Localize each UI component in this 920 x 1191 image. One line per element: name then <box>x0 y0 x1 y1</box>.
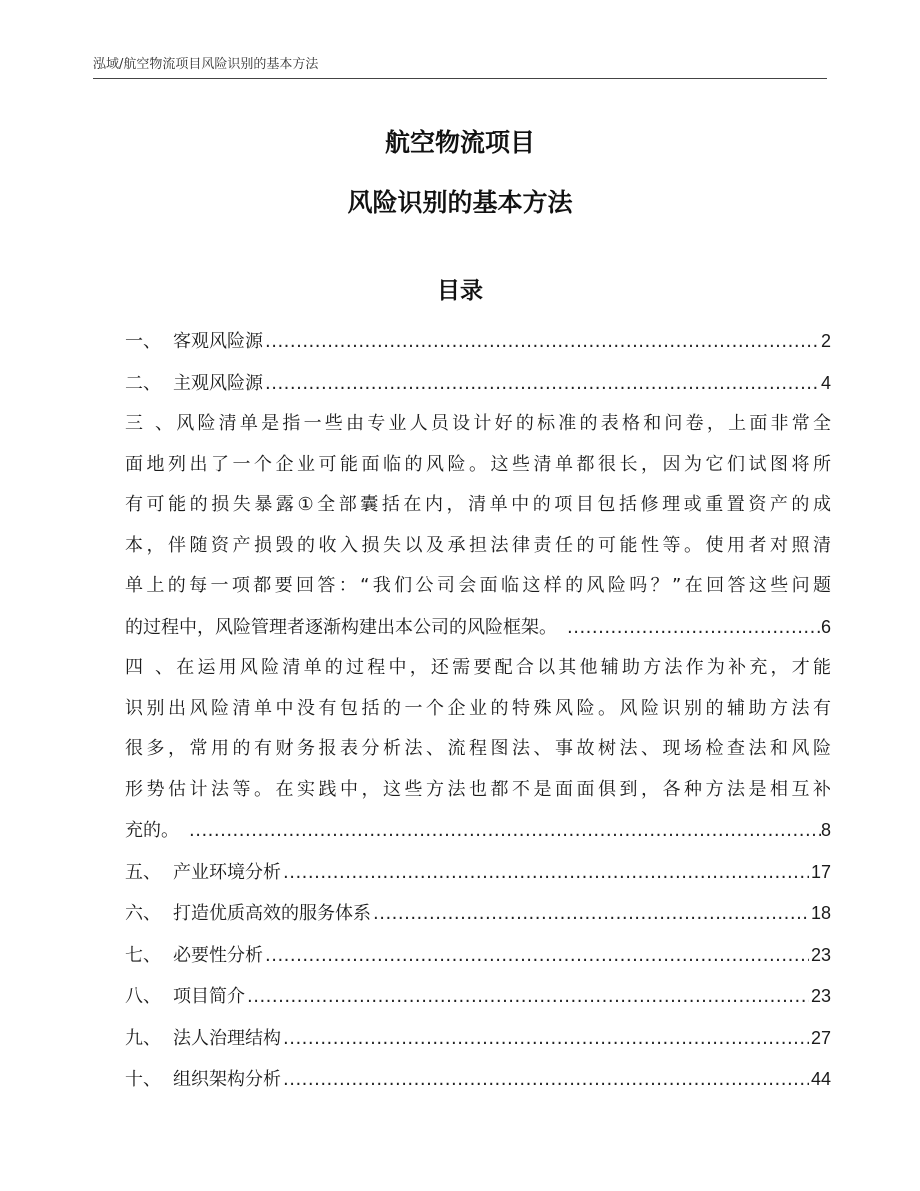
toc-entry-line: 单上的每一项都要回答：“我们公司会面临这样的风险吗？”在回答这些问题 <box>125 575 831 596</box>
dot-leader <box>189 811 821 852</box>
toc-entry-number: 八、 <box>125 986 161 1007</box>
toc-entry-label: 六、 打造优质高效的服务体系 <box>125 894 371 935</box>
toc-entry-number: 五、 <box>125 861 161 883</box>
table-of-contents <box>125 321 831 1101</box>
toc-entry[interactable] <box>125 1018 831 1060</box>
toc-page-number: 6 <box>820 616 831 637</box>
toc-entry-number: 三、 <box>125 413 173 434</box>
toc-entry-line: 的过程中，风险管理者逐渐构建出本公司的风险框架。 ..... 6 <box>125 607 831 649</box>
toc-entry[interactable] <box>125 976 831 1018</box>
toc-entry-number: 七、 <box>125 944 161 966</box>
toc-entry-number: 九、 <box>125 1027 161 1049</box>
toc-entry-number: 四、 <box>125 657 173 678</box>
toc-page-number: 8 <box>820 820 831 840</box>
toc-page-number: 23 <box>810 944 831 965</box>
toc-page-number: 23 <box>810 986 831 1006</box>
dot-leader <box>283 1060 809 1101</box>
toc-entry-line: 很多，常用的有财务报表分析法、流程图法、事故树法、现场检查法和风险 <box>125 738 831 759</box>
toc-entry-line: 充的。 ..... 8 <box>125 810 831 852</box>
toc-page-number: 17 <box>810 861 831 882</box>
toc-page-number: 4 <box>820 372 831 393</box>
toc-entry-multiline[interactable] <box>125 648 831 852</box>
toc-entry-number: 六、 <box>125 903 161 924</box>
document-title-line2: 风险识别的基本方法 <box>347 188 573 217</box>
toc-entry-line: 有可能的损失暴露①全部囊括在内，清单中的项目包括修理或重置资产的成 <box>125 494 831 515</box>
toc-entry[interactable] <box>125 893 831 935</box>
dot-leader <box>373 894 809 935</box>
header-divider <box>93 78 827 79</box>
toc-entry[interactable] <box>125 935 831 977</box>
document-title-line1: 航空物流项目 <box>384 128 535 157</box>
toc-entry-label: 九、 法人治理结构 <box>125 1019 281 1060</box>
dot-leader <box>265 322 819 363</box>
toc-entry-line: 四、在运用风险清单的过程中，还需要配合以其他辅助方法作为补充，才能 <box>125 648 831 689</box>
toc-page-number: 44 <box>810 1069 831 1089</box>
toc-entry[interactable] <box>125 321 831 363</box>
toc-entry-number: 一、 <box>125 331 161 352</box>
toc-entry-line: 形势估计法等。在实践中，这些方法也都不是面面俱到，各种方法是相互补 <box>125 778 831 800</box>
toc-entry-label: 五、 产业环境分析 <box>125 853 281 894</box>
toc-page-number: 2 <box>820 331 831 351</box>
toc-entry-line: 识别出风险清单中没有包括的一个企业的特殊风险。风险识别的辅助方法有 <box>125 697 831 719</box>
toc-entry-label: 十、 组织架构分析 <box>125 1060 281 1101</box>
toc-entry-line: 三、风险清单是指一些由专业人员设计好的标准的表格和问卷，上面非常全 <box>125 404 831 445</box>
dot-leader <box>265 936 809 977</box>
toc-entry-line: 面地列出了一个企业可能面临的风险。这些清单都很长，因为它们试图将所 <box>125 453 831 475</box>
dot-leader <box>247 977 809 1018</box>
toc-page-number: 27 <box>810 1027 831 1048</box>
dot-leader <box>265 364 819 405</box>
toc-entry-line: 本，伴随资产损毁的收入损失以及承担法律责任的可能性等。使用者对照清 <box>125 534 831 556</box>
toc-entry[interactable] <box>125 852 831 894</box>
toc-entry-label: 七、 必要性分析 <box>125 936 263 977</box>
toc-entry-label: 二、 主观风险源 <box>125 364 263 405</box>
toc-entry-number: 十、 <box>125 1069 161 1090</box>
dot-leader <box>283 1019 809 1060</box>
toc-entry[interactable] <box>125 363 831 405</box>
toc-heading: 目录 <box>437 278 483 304</box>
toc-entry-multiline[interactable] <box>125 404 831 648</box>
toc-entry-label: 八、 项目简介 <box>125 977 245 1018</box>
dot-leader <box>567 608 821 649</box>
toc-page-number: 18 <box>810 903 831 923</box>
dot-leader <box>283 853 809 894</box>
running-header: 泓域/航空物流项目风险识别的基本方法 <box>93 57 319 72</box>
toc-entry-label: 一、 客观风险源 <box>125 322 263 363</box>
toc-entry-number: 二、 <box>125 372 161 394</box>
toc-entry[interactable] <box>125 1059 831 1101</box>
